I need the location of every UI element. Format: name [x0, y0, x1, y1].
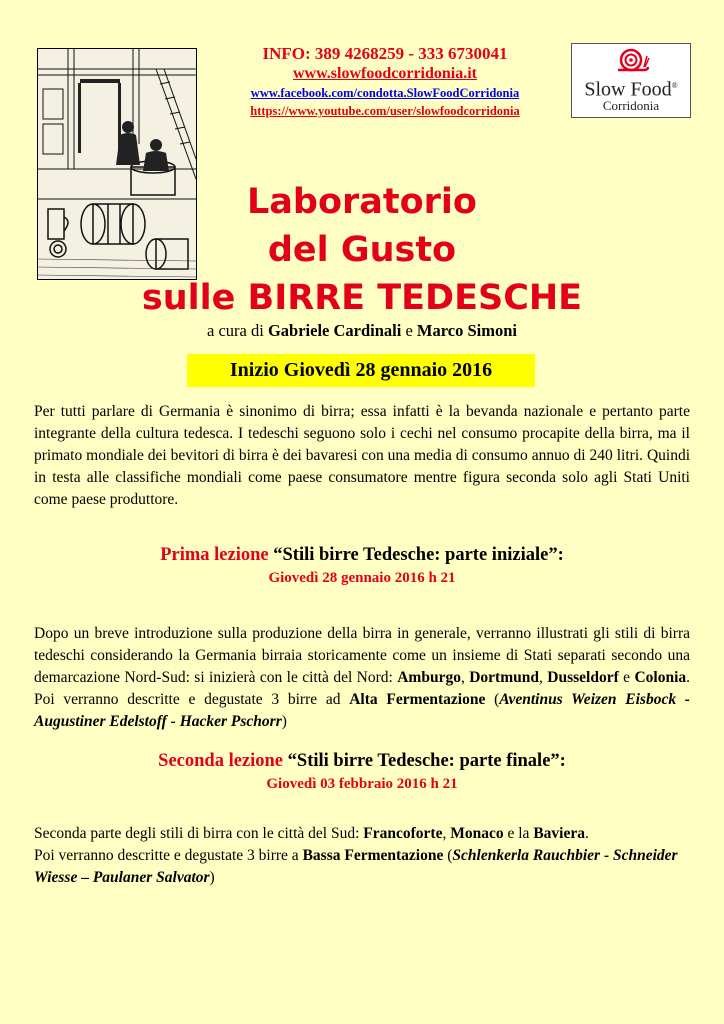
- byline: a cura di Gabriele Cardinali e Marco Simoni: [207, 321, 517, 340]
- lesson-1-date: Giovedì 28 gennaio 2016 h 21: [268, 570, 456, 586]
- lesson-1-heading: [34, 544, 690, 566]
- title-line-3: sulle BIRRE TEDESCHE: [141, 278, 583, 318]
- lesson-2-title: “Stili birre Tedesche: parte finale”:: [287, 751, 566, 771]
- slow-food-logo: [571, 43, 691, 118]
- logo-brand: Slow Food: [584, 78, 672, 101]
- start-date-banner: Inizio Giovedì 28 gennaio 2016: [187, 354, 535, 387]
- lesson-1-description: Dopo un breve introduzione sulla produzione della birra in generale, verranno illustrati gli stili di birra tedeschi considerando la Germania birraia storicamente come un insieme di Stati separati secondo una demarcazione Nord-Sud: si inizierà con le città del Nord: Amburgo, Dortmund, Dusseldorf e Colonia. Poi verranno descritte e degustate 3 birre ad Alta Fermentazione (Aventinus Weizen Eisbock - Augustiner Edelstoff - Hacker Pschorr): [34, 625, 691, 730]
- lesson-2-label: Seconda lezione: [158, 751, 284, 771]
- lesson-2-date: Giovedì 03 febbraio 2016 h 21: [266, 776, 458, 792]
- title-line-1: Laboratorio: [247, 182, 477, 222]
- lesson-2-heading: [34, 750, 690, 772]
- contact-info: [200, 44, 570, 120]
- lesson-1-title: “Stili birre Tedesche: parte iniziale”:: [273, 545, 564, 565]
- youtube-link[interactable]: https://www.youtube.com/user/slowfoodcorridonia: [250, 104, 520, 118]
- title-line-2: del Gusto: [267, 230, 457, 270]
- facebook-link[interactable]: www.facebook.com/condotta.SlowFoodCorridonia: [250, 86, 520, 100]
- phone-numbers: INFO: 389 4268259 - 333 6730041: [262, 44, 508, 63]
- author-1: Gabriele Cardinali: [267, 321, 402, 340]
- website-link[interactable]: www.slowfoodcorridonia.it: [293, 65, 477, 82]
- author-2: Marco Simoni: [416, 321, 517, 340]
- logo-city: Corridonia: [602, 98, 660, 113]
- intro-paragraph: Per tutti parlare di Germania è sinonimo di birra; essa infatti è la bevanda nazionale e pertanto parte integrante della cultura tedesca. I tedeschi seguono solo i cechi nel consumo procapite della birra, ma il primato mondiale dei bevitori di birra è dei bavaresi con una media di consumo annuo di 240 litri. Quindi in testa alle classifiche mondiali come paese consumatore mentre figura seconda solo agli Stati Uniti come paese produttore.: [34, 403, 690, 508]
- lesson-1-label: Prima lezione: [160, 545, 269, 565]
- registered-mark: ®: [671, 81, 678, 90]
- snail-icon: [614, 46, 650, 74]
- lesson-2-description: Seconda parte degli stili di birra con le città del Sud: Francoforte, Monaco e la Baviera. Poi verranno descritte e degustate 3 birre a Bassa Fermentazione (Schlenkerla Rauchbier - Schneider Wiesse – Paulaner Salvator): [34, 825, 678, 886]
